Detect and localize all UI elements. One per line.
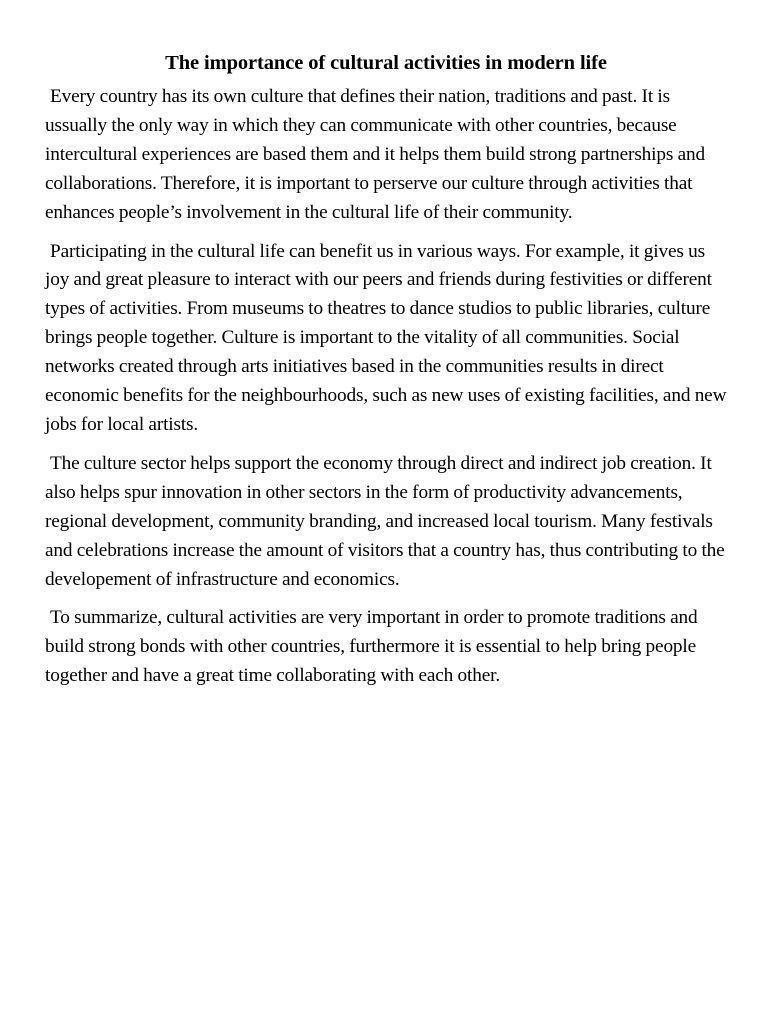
paragraph-intro: Every country has its own culture that defines their nation, traditions and past. It is ussually the only way in which they can communicate with other countries, because intercultural experiences are based them and it helps them build strong partnerships and collaborations. Therefore, it is important to perserve our culture through activities that enhances people’s involvement in the cultural life of their community. bbox=[45, 86, 705, 223]
document-page bbox=[45, 48, 727, 701]
paragraph-benefits: Participating in the cultural life can benefit us in various ways. For example, it gives us joy and great pleasure to interact with our peers and friends during festivities or different types of activities. From museums to theatres to dance studios to public libraries, culture brings people together. Culture is important to the vitality of all communities. Social networks created through arts initiatives based in the communities results in direct economic benefits for the neighbourhoods, such as new uses of existing facilities, and new jobs for local artists. bbox=[45, 240, 727, 435]
paragraph-economy: The culture sector helps support the economy through direct and indirect job creation. It also helps spur innovation in other sectors in the form of productivity advancements, regional development, community branding, and increased local tourism. Many festivals and celebrations increase the amount of visitors that a country has, thus contributing to the developement of infrastructure and economics. bbox=[45, 452, 725, 590]
document-title: The importance of cultural activities in modern life bbox=[165, 52, 607, 74]
paragraph-summary: To summarize, cultural activities are very important in order to promote traditions and build strong bonds with other countries, furthermore it is essential to help bring people together and have a great time collaborating with each other. bbox=[45, 607, 698, 687]
